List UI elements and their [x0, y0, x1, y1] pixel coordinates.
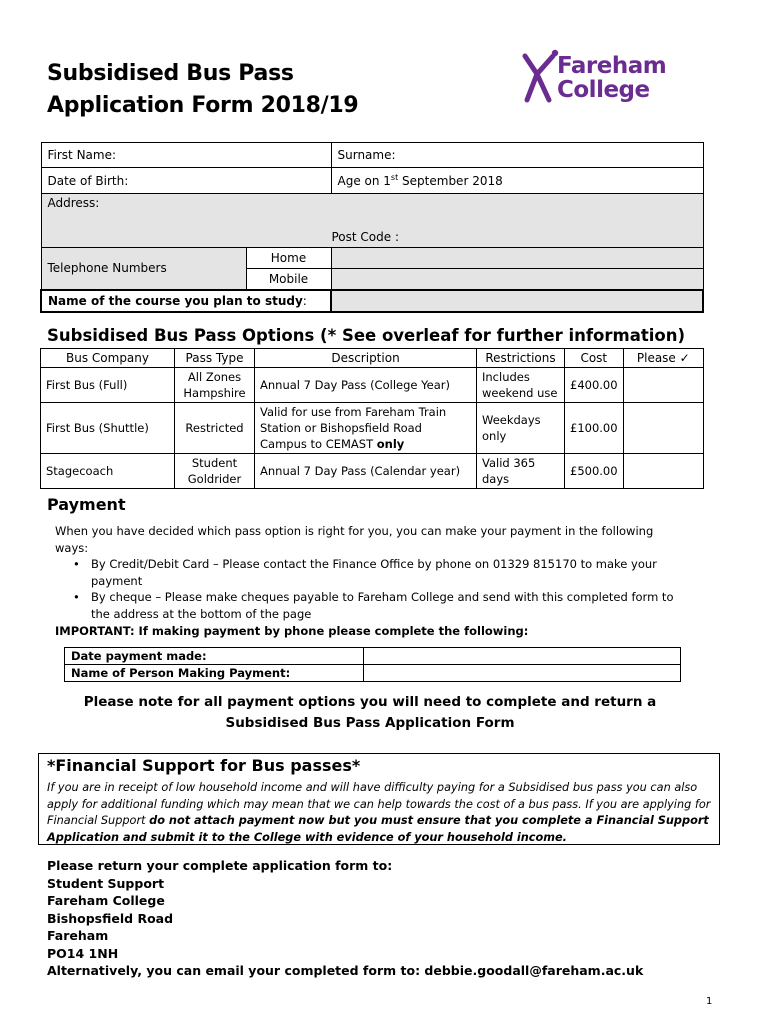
note-line-2: Subsidised Bus Pass Application Form	[225, 715, 515, 731]
bullet-icon: •	[73, 590, 80, 605]
surname-label: Surname:	[337, 148, 396, 162]
payment-details-table	[64, 647, 681, 682]
table-row	[41, 403, 704, 454]
bullet-text: By cheque – Please make cheques payable to Fareham College and send with this completed form to the address at the bottom of the page	[91, 590, 674, 621]
pass-description	[255, 403, 477, 454]
description-emphasis: only	[376, 437, 405, 451]
telephone-label-cell	[41, 248, 246, 290]
return-form-note	[40, 692, 700, 734]
options-heading: Subsidised Bus Pass Options (* See overleaf for further information)	[47, 326, 685, 345]
bus-company: Stagecoach	[41, 454, 175, 489]
return-line: PO14 1NH	[47, 945, 119, 961]
applicant-details-table	[40, 142, 704, 313]
pass-type: Restricted	[175, 403, 255, 454]
bullet-text: By Credit/Debit Card – Please contact the Finance Office by phone on 01329 815170 to make your payment	[91, 557, 657, 588]
logo-line-1: Fareham	[557, 53, 667, 79]
column-header: Pass Type	[175, 349, 255, 368]
title-line-2: Application Form 2018/19	[47, 93, 359, 118]
list-item	[73, 556, 683, 589]
pass-restrictions: Includes weekend use	[477, 368, 565, 403]
select-checkbox-cell[interactable]	[623, 403, 703, 454]
age-field[interactable]	[331, 168, 703, 194]
payer-name-input[interactable]	[364, 665, 681, 682]
page-title	[47, 58, 358, 122]
address-field[interactable]	[41, 194, 703, 248]
pass-restrictions: Valid 365 days	[477, 454, 565, 489]
first-name-label: First Name:	[47, 148, 117, 162]
payer-name-label: Name of Person Making Payment:	[65, 665, 364, 682]
column-header: Restrictions	[477, 349, 565, 368]
bus-company: First Bus (Full)	[41, 368, 175, 403]
return-line: Fareham	[47, 928, 109, 943]
home-label-cell	[246, 248, 331, 269]
age-label-suffix: September 2018	[398, 174, 503, 188]
telephone-label: Telephone Numbers	[47, 261, 167, 276]
return-address	[47, 857, 643, 980]
financial-support-heading: *Financial Support for Bus passes*	[47, 756, 361, 775]
first-name-field[interactable]	[41, 143, 331, 168]
pass-cost: £400.00	[565, 368, 624, 403]
course-label: Name of the course you plan to study	[48, 293, 303, 308]
pass-description: Annual 7 Day Pass (College Year)	[255, 368, 477, 403]
home-phone-label: Home	[270, 251, 307, 265]
page-number: 1	[706, 996, 713, 1007]
return-line: Bishopsfield Road	[47, 910, 174, 926]
description-text: Valid for use from Fareham Train Station or Bishopsfield Road Campus to CEMAST	[260, 405, 447, 451]
mobile-phone-label: Mobile	[268, 271, 309, 286]
return-line: Please return your complete application form to:	[47, 858, 393, 873]
pass-cost: £100.00	[565, 403, 624, 454]
bullet-icon: •	[73, 557, 80, 571]
title-line-1: Subsidised Bus Pass	[47, 61, 294, 86]
age-label-sup: st	[390, 173, 399, 182]
bus-company: First Bus (Shuttle)	[41, 403, 175, 454]
address-label: Address:	[47, 196, 100, 210]
dob-field[interactable]	[41, 168, 331, 194]
course-label-cell	[41, 290, 331, 312]
logo-line-2: College	[557, 77, 650, 103]
date-payment-input[interactable]	[364, 648, 681, 665]
age-label	[338, 174, 503, 188]
mobile-phone-input[interactable]	[331, 269, 703, 290]
payment-intro: When you have decided which pass option is right for you, you can make your payment in the following ways:	[55, 524, 654, 555]
return-line: Fareham College	[47, 893, 165, 908]
important-note: IMPORTANT: If making payment by phone please complete the following:	[55, 624, 529, 638]
course-label-colon: :	[302, 293, 307, 308]
age-label-prefix: Age on 1	[337, 174, 391, 188]
date-payment-label: Date payment made:	[65, 648, 364, 665]
home-phone-input[interactable]	[331, 248, 703, 269]
postcode-label: Post Code :	[331, 230, 399, 244]
column-header: Description	[255, 349, 477, 368]
dob-label: Date of Birth:	[47, 173, 129, 188]
surname-field[interactable]	[331, 143, 703, 168]
note-line-1: Please note for all payment options you will need to complete and return a	[83, 694, 657, 710]
logo-wordmark	[557, 54, 666, 102]
pass-restrictions: Weekdays only	[477, 403, 565, 454]
financial-body-text: If you are in receipt of low household income and will have difficulty paying for a Subsidised bus pass you can also apply for additional funding which may mean that we can help towards the cost of a bus pass. If you are applying for Financial Support	[47, 781, 711, 827]
payment-heading: Payment	[47, 495, 126, 514]
pass-cost: £500.00	[565, 454, 624, 489]
payment-methods-list	[73, 556, 683, 622]
column-header: Cost	[565, 349, 624, 368]
select-checkbox-cell[interactable]	[623, 454, 703, 489]
return-email-line: Alternatively, you can email your completed form to: debbie.goodall@fareham.ac.uk	[47, 963, 644, 978]
pass-type: All Zones Hampshire	[175, 368, 255, 403]
college-logo-icon	[519, 48, 559, 110]
financial-support-body	[47, 780, 713, 846]
column-header: Please ✓	[623, 349, 703, 368]
financial-support-box	[38, 753, 720, 845]
return-line: Student Support	[47, 875, 165, 891]
pass-description: Annual 7 Day Pass (Calendar year)	[255, 454, 477, 489]
bus-pass-options-table	[40, 348, 704, 489]
fareham-college-logo	[519, 48, 679, 110]
mobile-label-cell	[246, 269, 331, 290]
list-item	[73, 589, 683, 622]
column-header: Bus Company	[41, 349, 175, 368]
select-checkbox-cell[interactable]	[623, 368, 703, 403]
pass-type: Student Goldrider	[175, 454, 255, 489]
financial-body-emphasis: do not attach payment now but you must ensure that you complete a Financial Support Application and submit it to the College with evidence of your household income.	[47, 814, 709, 844]
course-input[interactable]	[331, 290, 703, 312]
table-row	[41, 368, 704, 403]
table-row	[41, 454, 704, 489]
